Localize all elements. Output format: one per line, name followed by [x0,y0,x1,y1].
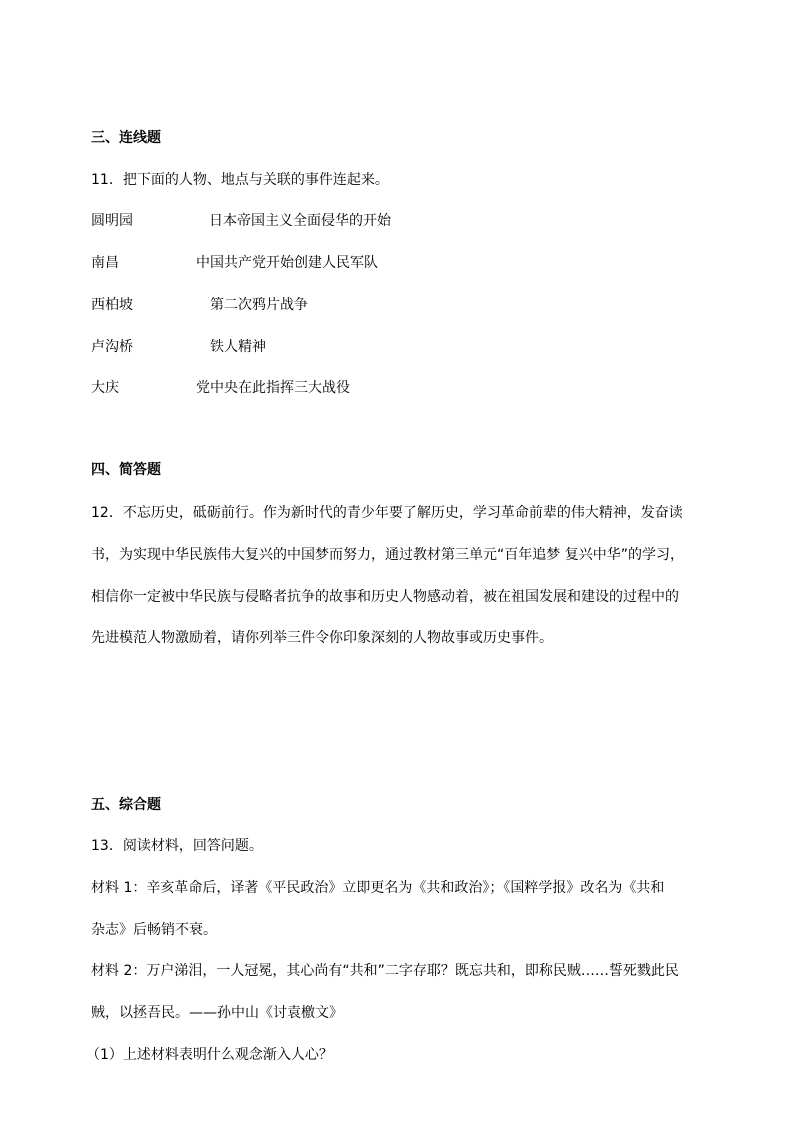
match-left-item: 卢沟桥 [91,339,133,355]
section-heading-comprehensive: 五、综合题 [91,797,161,813]
question-13: 13．阅读材料，回答问题。 [91,838,263,854]
question-11: 11．把下面的人物、地点与关联的事件连起来。 [91,172,389,188]
material-1-line: 材料 1：辛亥革命后，译著《平民政治》立即更名为《共和政治》；《国粹学报》改名为《共和 [91,880,665,896]
section-heading-matching: 三、连线题 [91,130,161,146]
material-1-line: 杂志》后畅销不衰。 [91,922,217,938]
match-left-item: 南昌 [91,255,119,271]
question-12-line: 12．不忘历史，砥砺前行。作为新时代的青少年要了解历史，学习革命前辈的伟大精神，发奋读 [91,505,683,521]
section-heading-short-answer: 四、简答题 [91,462,161,478]
material-2-line: 贼，以拯吾民。——孙中山《讨袁檄文》 [91,1005,343,1021]
match-right-item: 第二次鸦片战争 [210,297,308,313]
match-left-item: 西柏坡 [91,297,133,313]
match-right-item: 中国共产党开始创建人民军队 [196,255,378,271]
sub-question-1: （1）上述材料表明什么观念渐入人心？ [86,1047,333,1063]
question-12-line: 先进模范人物激励着，请你列举三件令你印象深刻的人物故事或历史事件。 [91,630,553,646]
material-2-line: 材料 2：万户涕泪，一人冠冕，其心尚有“共和”二字存耶？既忘共和，即称民贼……誓死戮此民 [91,963,679,979]
question-12-line: 书，为实现中华民族伟大复兴的中国梦而努力，通过教材第三单元“百年追梦 复兴中华”的学习， [91,547,684,563]
match-right-item: 铁人精神 [210,339,266,355]
question-12-line: 相信你一定被中华民族与侵略者抗争的故事和历史人物感动着，被在祖国发展和建设的过程中的 [91,589,679,605]
match-left-item: 圆明园 [91,213,133,229]
match-right-item: 党中央在此指挥三大战役 [196,380,350,396]
match-left-item: 大庆 [91,380,119,396]
match-right-item: 日本帝国主义全面侵华的开始 [209,213,391,229]
